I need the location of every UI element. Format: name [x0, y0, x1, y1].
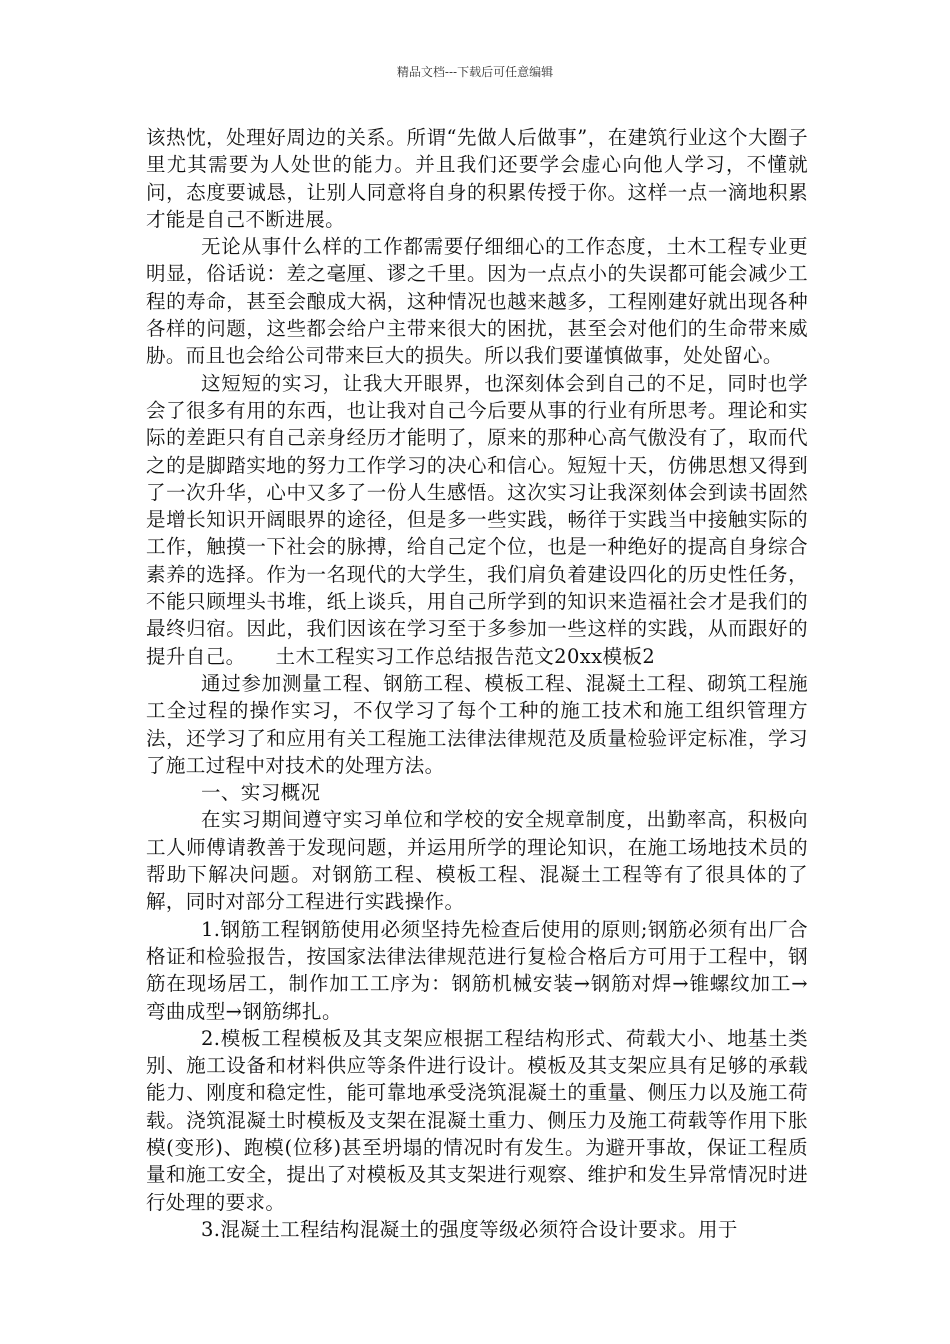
paragraph-internship-intro: 通过参加测量工程、钢筋工程、模板工程、混凝土工程、砌筑工程施工全过程的操作实习，不仅学习了每个工种的施工技术和施工组织管理方法，还学习了和应用有关工程施工法律法律规范及质量检验评定标准，学习了施工过程中对技术的处理方法。 — [146, 671, 808, 777]
document-body — [146, 124, 808, 1243]
paragraph-continuation: 该热忱，处理好周边的关系。所谓“先做人后做事”，在建筑行业这个大圈子里尤其需要为人处世的能力。并且我们还要学会虚心向他人学习，不懂就问，态度要诚恳，让别人同意将自身的积累传授于你。这样一点一滴地积累才能是自己不断进展。 — [146, 126, 808, 231]
paragraph-work-attitude: 无论从事什么样的工作都需要仔细细心的工作态度，土木工程专业更明显，俗话说：差之毫厘、谬之千里。因为一点点小的失误都可能会减少工程的寿命，甚至会酿成大祸，这种情况也越来越多，工程刚建好就出现各种各样的问题，这些都会给户主带来很大的困扰，甚至会对他们的生命带来威胁。而且也会给公司带来巨大的损失。所以我们要谨慎做事，处处留心。 — [146, 235, 808, 368]
section-heading-overview: 一、实习概况 — [201, 781, 321, 805]
paragraph-internship-reflection: 这短短的实习，让我大开眼界，也深刻体会到自己的不足，同时也学会了很多有用的东西，也让我对自己今后要从事的行业有所思考。理论和实际的差距只有自己亲身经历才能明了，原来的那种心高气傲没有了，取而代之的是脚踏实地的努力工作学习的决心和信心。短短十天，仿佛思想又得到了一次升华，心中又多了一份人生感悟。这次实习让我深刻体会到读书固然是增长知识开阔眼界的途径，但是多一些实践，畅徉于实践当中接触实际的工作，触摸一下社会的脉搏，给自己定个位，也是一种绝好的提高自身综合素养的选择。作为一名现代的大学生，我们肩负着建设四化的历史性任务，不能只顾埋头书堆，纸上谈兵，用自己所学到的知识来造福社会才是我们的最终归宿。因此，我们因该在学习至于多参加一些这样的实践，从而跟好的提升自己。 土木工程实习工作总结报告范文20xx模板2 — [146, 371, 808, 668]
paragraph-overview: 在实习期间遵守实习单位和学校的安全规章制度，出勤率高，积极向工人师傅请教善于发现问题，并运用所学的理论知识，在施工场地技术员的帮助下解决问题。对钢筋工程、模板工程、混凝土工程等有了很具体的了解，同时对部分工程进行实践操作。 — [146, 808, 808, 914]
page-header: 精品文档---下载后可任意编辑 — [396, 65, 554, 79]
paragraph-concrete-engineering: 3.混凝土工程结构混凝土的强度等级必须符合设计要求。用于 — [201, 1217, 738, 1241]
paragraph-formwork-engineering: 2.模板工程模板及其支架应根据工程结构形式、荷载大小、地基土类别、施工设备和材料供应等条件进行设计。模板及其支架应具有足够的承载能力、刚度和稳定性，能可靠地承受浇筑混凝土的重量、侧压力以及施工荷载。浇筑混凝土时模板及支架在混凝土重力、侧压力及施工荷载等作用下胀模(变形)、跑模(位移)甚至坍塌的情况时有发生。为避开事故，保证工程质量和施工安全，提出了对模板及其支架进行观察、维护和发生异常情况时进行处理的要求。 — [146, 1026, 808, 1214]
paragraph-rebar-engineering: 1.钢筋工程钢筋使用必须坚持先检查后使用的原则;钢筋必须有出厂合格证和检验报告，按国家法律法律规范进行复检合格后方可用于工程中，钢筋在现场居工，制作加工工序为：钢筋机械安装→钢筋对焊→锥螺纹加工→弯曲成型→钢筋绑扎。 — [146, 917, 808, 1023]
